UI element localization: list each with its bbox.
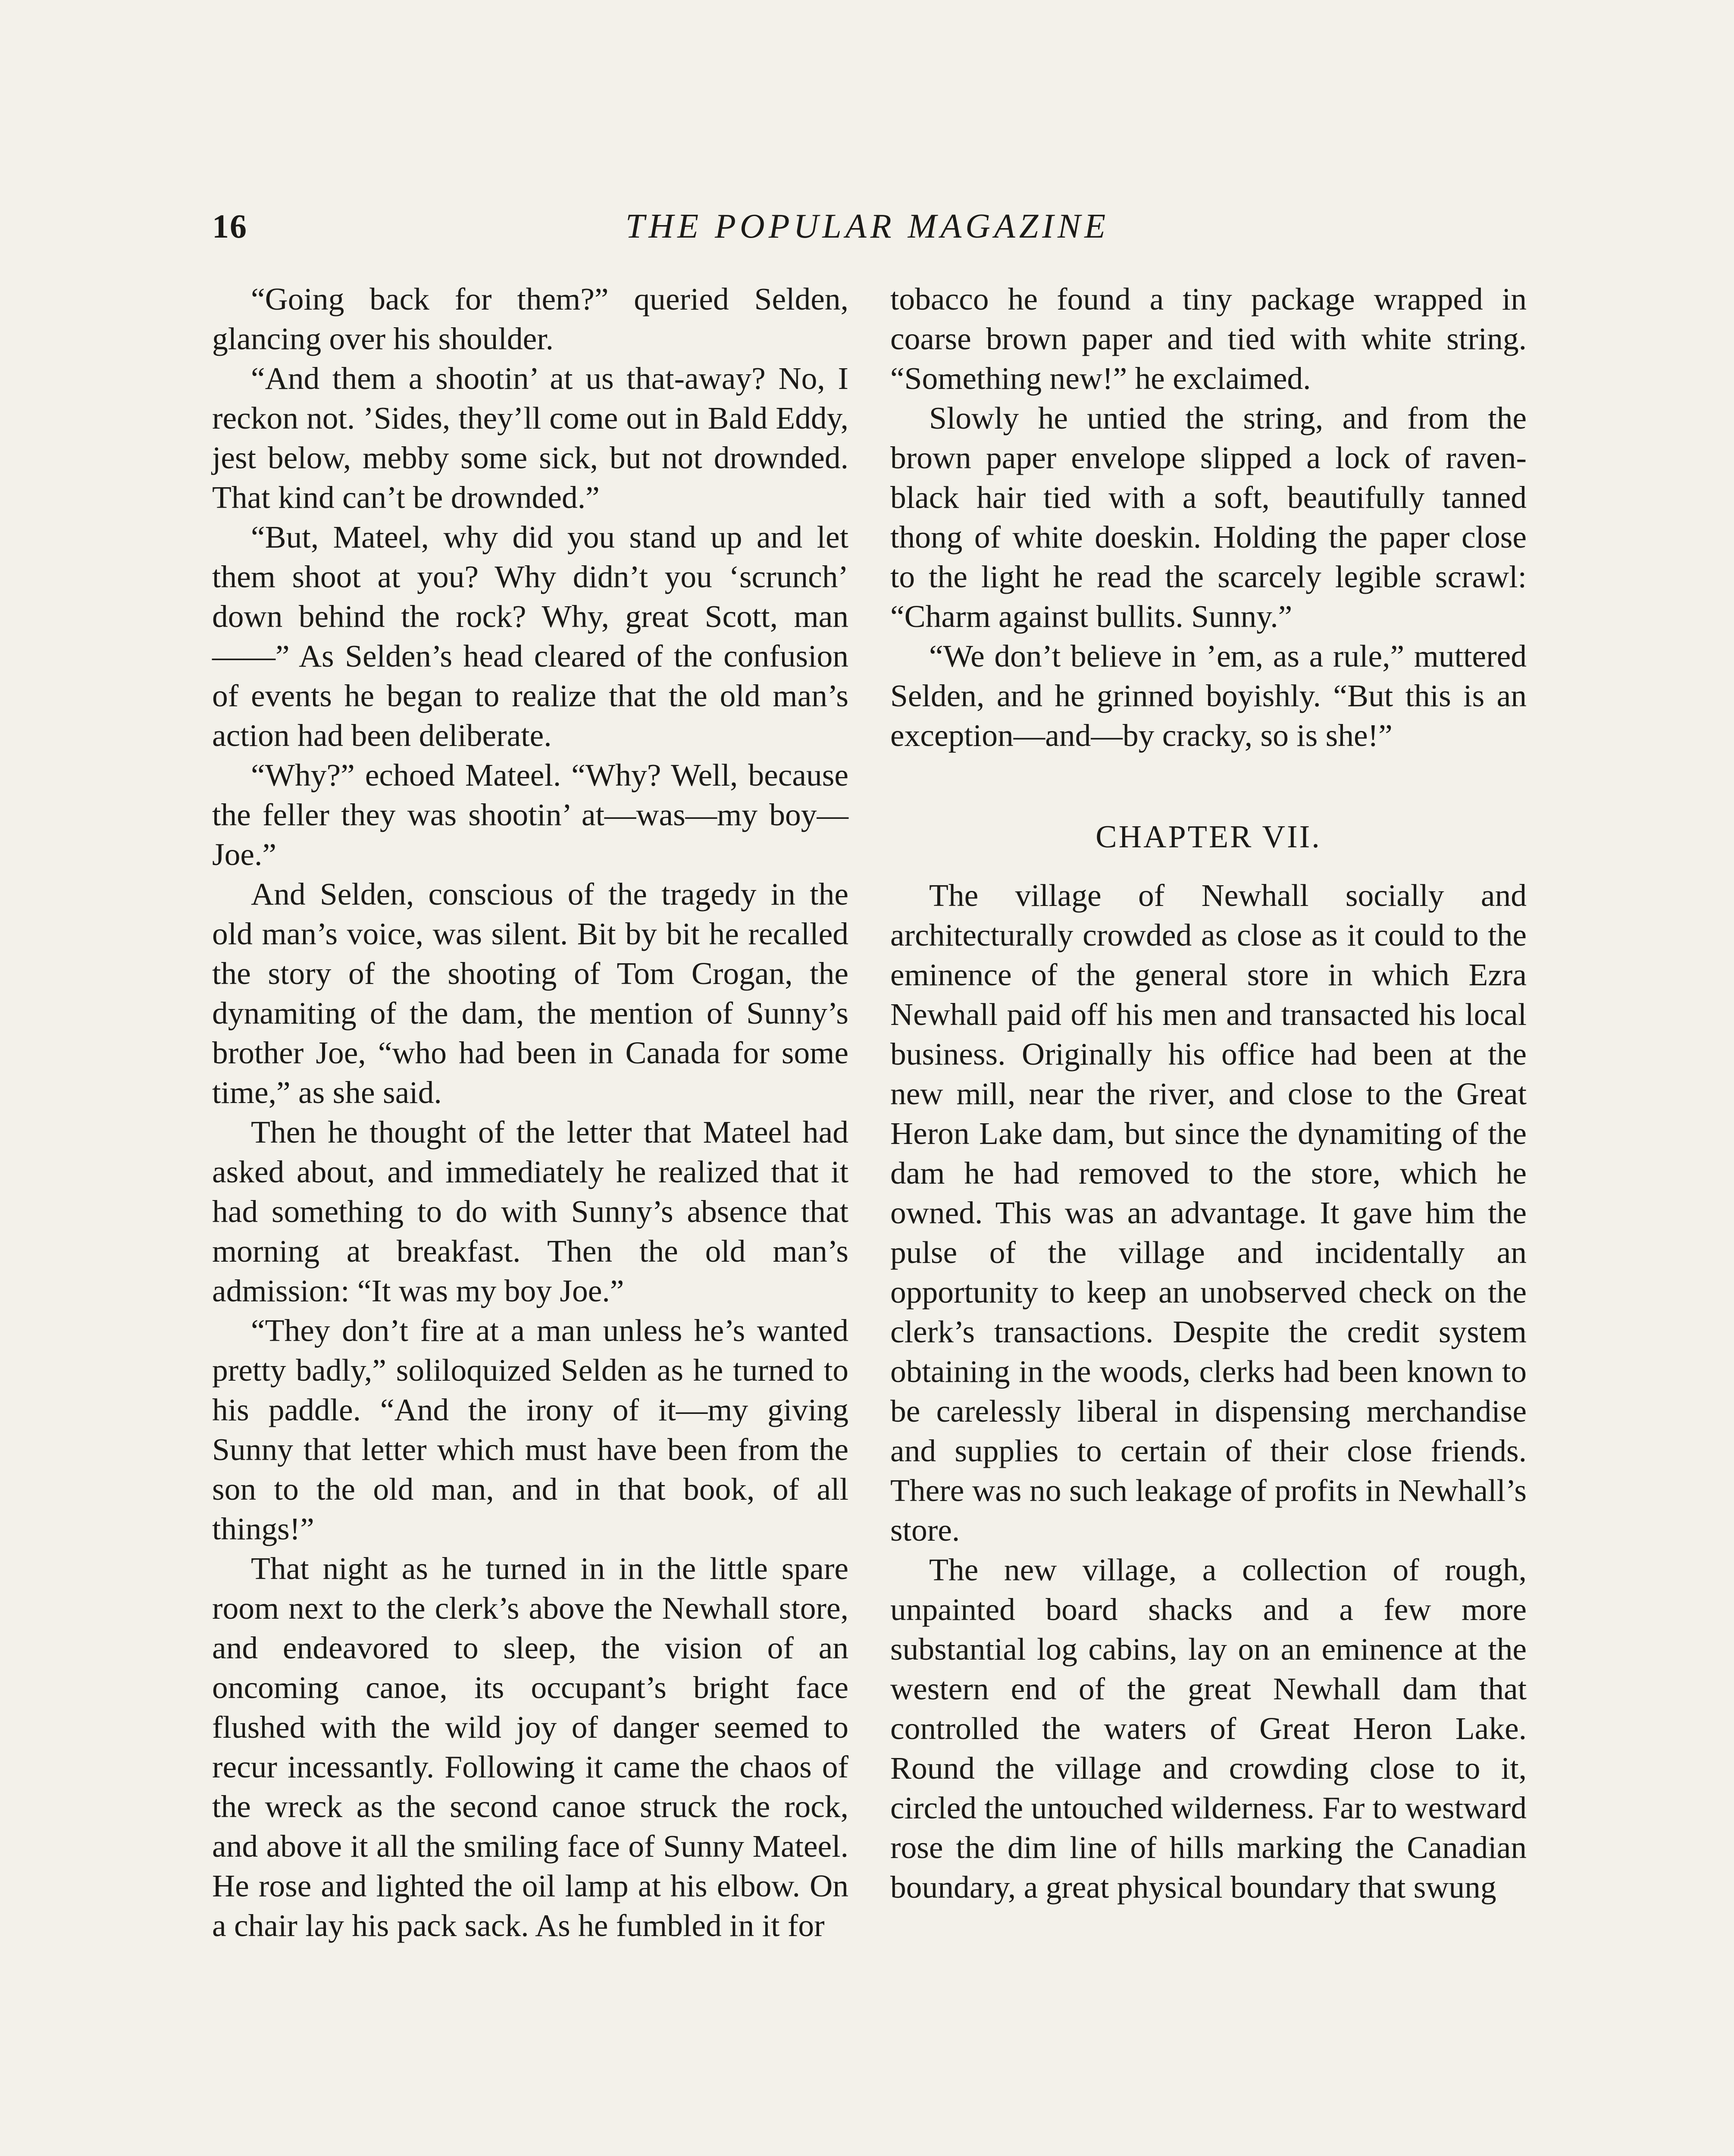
- paragraph: That night as he turned in in the little spare room next to the clerk’s above the Newhall store, and endeavored to sleep, the vision of an oncoming canoe, its occupant’s bright face flushed with the wild joy of danger seemed to recur incessantly. Following it came the chaos of the wreck as the second canoe struck the rock, and above it all the smiling face of Sunny Mateel. He rose and lighted the oil lamp at his elbow. On a chair lay his pack sack. As he fumbled in it for: [212, 1551, 848, 1943]
- paragraph: “But, Mateel, why did you stand up and let them shoot at you? Why didn’t you ‘scrunch’ down behind the rock? Why, great Scott, man——” As Selden’s head cleared of the confusion of events he began to realize that the old man’s action had been deliberate.: [212, 520, 848, 753]
- chapter-heading: CHAPTER VII.: [1095, 819, 1321, 855]
- paragraph: The new village, a collection of rough, unpainted board shacks and a few more substantial log cabins, lay on an eminence at the western end of the great Newhall dam that controlled the waters of Great Heron Lake. Round the village and crowding close to it, circled the untouched wilderness. Far to westward rose the dim line of hills marking the Canadian boundary, a great physical boundary that swung: [890, 1552, 1527, 1905]
- paragraph: Then he thought of the letter that Mateel had asked about, and immediately he realized that it had something to do with Sunny’s absence that morning at breakfast. Then the old man’s admission: “It was my boy Joe.”: [212, 1115, 848, 1308]
- paragraph: The village of Newhall socially and architecturally crowded as close as it could to the eminence of the general store in which Ezra Newhall paid off his men and transacted his local business. Originally his office had been at the new mill, near the river, and close to the Great Heron Lake dam, but since the dynamiting of the dam he had removed to the store, which he owned. This was an advantage. It gave him the pulse of the village and incidentally an opportunity to keep an unobserved check on the clerk’s transactions. Despite the credit system obtaining in the woods, clerks had been known to be carelessly liberal in dispensing merchandise and supplies to certain of their close friends. There was no such leakage of profits in Newhall’s store.: [890, 878, 1527, 1548]
- paragraph: “We don’t believe in ’em, as a rule,” muttered Selden, and he grinned boyishly. “But this is an exception—and—by cracky, so is she!”: [890, 639, 1527, 753]
- paragraph: tobacco he found a tiny package wrapped in coarse brown paper and tied with white string. “Something new!” he exclaimed.: [890, 282, 1527, 396]
- paragraph: “They don’t fire at a man unless he’s wanted pretty badly,” soliloquized Selden as he turned to his paddle. “And the irony of it—my giving Sunny that letter which must have been from the son to the old man, and in that book, of all things!”: [212, 1313, 848, 1546]
- paragraph: “And them a shootin’ at us that-away? No, I reckon not. ’Sides, they’ll come out in Bald Eddy, jest below, mebby some sick, but not drownded. That kind can’t be drownded.”: [212, 361, 848, 515]
- right-column: [890, 279, 1527, 1907]
- page-number: 16: [212, 207, 247, 245]
- left-column: [212, 279, 848, 1946]
- paragraph: Slowly he untied the string, and from the brown paper envelope slipped a lock of raven-black hair tied with a soft, beautifully tanned thong of white doeskin. Holding the paper close to the light he read the scarcely legible scrawl: “Charm against bullits. Sunny.”: [890, 401, 1527, 634]
- running-title: THE POPULAR MAGAZINE: [625, 207, 1110, 245]
- paragraph: “Why?” echoed Mateel. “Why? Well, because the feller they was shootin’ at—was—my boy—Joe.”: [212, 758, 848, 872]
- paragraph: “Going back for them?” queried Selden, glancing over his shoulder.: [212, 282, 848, 356]
- page-header: [212, 207, 1523, 254]
- paragraph: And Selden, conscious of the tragedy in the old man’s voice, was silent. Bit by bit he recalled the story of the shooting of Tom Crogan, the dynamiting of the dam, the mention of Sunny’s brother Joe, “who had been in Canada for some time,” as she said.: [212, 877, 848, 1110]
